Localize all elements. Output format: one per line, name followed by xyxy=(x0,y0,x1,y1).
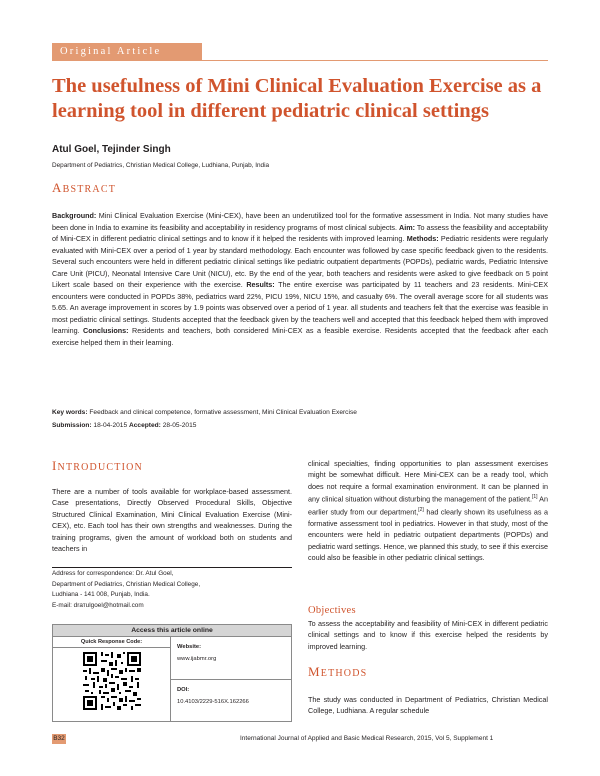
abstract-results-label: Results: xyxy=(246,280,275,289)
article-type-banner: Original Article xyxy=(52,43,202,60)
intro-right-part1: clinical specialties, finding opportunities to plan assessment exercises might be somewhat difficult. Here Mini-CEX can be a ready tool, which does not require a formal examination environment. It can be planned in any clinical situation without disturbing the management of the patient. xyxy=(308,459,548,504)
article-title: The usefulness of Mini Clinical Evaluation Exercise as a learning tool in different pediatric clinical settings xyxy=(52,75,542,122)
methods-heading-initial: M xyxy=(308,664,321,679)
correspondence-line2: Department of Pediatrics, Christian Medical College, xyxy=(52,580,201,588)
authors: Atul Goel, Tejinder Singh xyxy=(52,144,171,155)
introduction-heading xyxy=(52,458,143,474)
methods-heading xyxy=(308,664,367,680)
correspondence xyxy=(52,569,292,611)
reference-2[interactable]: [2] xyxy=(418,507,424,514)
abstract-background-text: Mini Clinical Evaluation Exercise (Mini-CEX), have been an underutilized tool for the formative assessment in India. Not many studies have been done in India to examine its feasibility and acceptability in residency programs of most clinical subjects. xyxy=(52,211,548,232)
introduction-right-text xyxy=(308,458,548,563)
introduction-heading-rest: NTRODUCTION xyxy=(57,462,143,473)
access-box-heading: Access this article online xyxy=(53,625,291,637)
journal-footer: International Journal of Applied and Basic Medical Research, 2015, Vol 5, Supplement 1 xyxy=(240,735,494,742)
abstract-methods-label: Methods: xyxy=(406,234,439,243)
keywords xyxy=(52,409,548,416)
website-label: Website: xyxy=(177,644,202,650)
abstract-heading-rest: BSTRACT xyxy=(62,184,117,195)
accepted-label: Accepted: xyxy=(128,422,161,429)
qr-code-icon[interactable] xyxy=(83,652,141,710)
correspondence-line1: Address for correspondence: Dr. Atul Goel, xyxy=(52,570,174,577)
abstract-results-text: The entire exercise was participated by 11 teachers and 23 residents. Mini-CEX encounters were conducted in POPDs 38%, pediatrics ward 22%, PICU 19%, NICU 15%, and casualty 6%. The overall average score for all students was 5.65. An average improvement in scores by 1.9 points was observed over a period of 1 year. all students and teachers felt that the exercise was feasible in most pediatric clinical settings. Students accepted that the feedback given by the teachers well and accepted that this feedback helped them with improved learning. xyxy=(52,280,548,335)
keywords-label: Key words: xyxy=(52,409,88,416)
doi-link[interactable]: 10.4103/2229-516X.162266 xyxy=(177,699,249,705)
abstract-body xyxy=(52,210,548,348)
access-article-box xyxy=(52,624,292,722)
qr-cell xyxy=(53,637,171,721)
correspondence-email: E-mail: drатulgoel@hotmail.com xyxy=(52,601,144,609)
abstract-heading-initial: A xyxy=(52,180,63,195)
abstract-heading xyxy=(52,180,116,196)
reference-1[interactable]: [1] xyxy=(531,494,538,501)
banner-rule xyxy=(52,60,548,61)
abstract-conclusions-label: Conclusions: xyxy=(83,326,129,335)
accepted-date: 28-05-2015 xyxy=(160,422,197,429)
introduction-left-text: There are a number of tools available for workplace-based assessment. Case presentations, Directly Observed Procedural Skills, Objective Structured Clinical Examination, Mini Clinical Evaluation Exercise (Mini-CEX), etc. Each tool has their own strengths and weaknesses. During the training programs, given the amount of workload both on students and teachers in xyxy=(52,487,292,554)
abstract-conclusions-text: Residents and teachers, both considered Mini-CEX as a feasible exercise. Residents accepted that the feedback after each exercise helped them in their learning. xyxy=(52,326,548,347)
correspondence-line3: Ludhiana - 141 008, Punjab, India. xyxy=(52,591,150,598)
affiliation: Department of Pediatrics, Christian Medical College, Ludhiana, Punjab, India xyxy=(52,162,270,169)
website-cell xyxy=(171,637,291,679)
keywords-text: Feedback and clinical competence, formative assessment, Mini Clinical Evaluation Exercise xyxy=(87,409,357,416)
submission-dates xyxy=(52,422,548,429)
intro-right-part3: had clearly shown its usefulness as a formative assessment tool in pediatrics. However in that study, most of the encounters were held in pediatric outpatient departments (POPDs) and pediatric ward settings. Hence, we planned this study, to see if this exercise could also be feasible in other pediatric clinical settings. xyxy=(308,507,548,563)
methods-heading-rest: ETHODS xyxy=(320,668,368,679)
introduction-heading-initial: I xyxy=(52,458,58,473)
article-links-cell xyxy=(171,637,291,721)
objectives-text: To assess the acceptability and feasibility of Mini-CEX in different pediatric clinical settings and to know if this exercise helped the residents by improved learning. xyxy=(308,619,548,651)
submission-date: 18-04-2015 xyxy=(91,422,129,429)
abstract-aim-label: Aim: xyxy=(399,222,415,232)
correspondence-rule xyxy=(52,567,292,568)
qr-label: Quick Response Code: xyxy=(53,637,170,648)
abstract-background-label: Background: xyxy=(52,211,97,220)
objectives-heading: Objectives xyxy=(308,605,356,616)
page-number: B32 xyxy=(53,735,65,742)
methods-text: The study was conducted in Department of Pediatrics, Christian Medical College, Ludhiana. A regular schedule xyxy=(308,695,548,716)
submission-label: Submission: xyxy=(52,422,92,429)
doi-cell xyxy=(171,679,291,721)
abstract-aim-text: To assess the feasibility and acceptability of Mini-CEX in different pediatric clinical settings and to know if it helped the residents with improved learning. xyxy=(52,222,548,243)
intro-right-part2: An earlier study from our department, xyxy=(308,494,548,517)
abstract-methods-text: Pediatric residents were regularly evaluated with Mini-CEX over a period of 1 year by standard methodology. Each encounter was followed by case specific feedback given to the residents. Several such encounters were held in different pediatric clinical settings like pediatric outpatient departments (POPDs), pediatric wards, Pediatric Intensive Care Unit (PICU), Neonatal Intensive Care Unit (NICU), etc. By the end of the year, both teachers and residents were asked to give feedback on 5 point Likert scale based on their experience with the exercise. xyxy=(52,234,548,289)
website-link[interactable]: www.ijabmr.org xyxy=(177,656,217,662)
doi-label: DOI: xyxy=(177,687,190,693)
